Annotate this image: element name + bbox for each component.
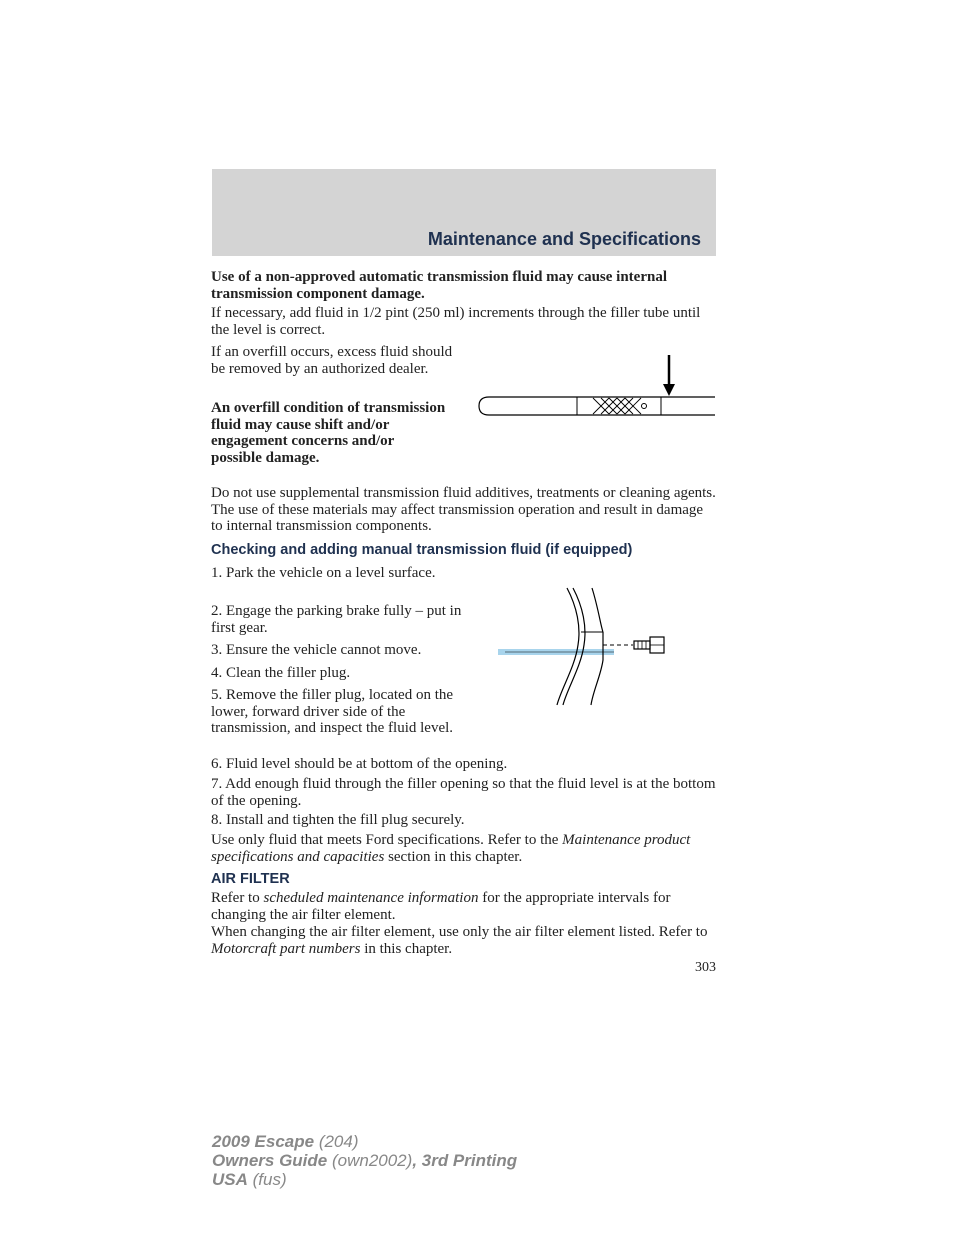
air-filter-paragraph-2 [211, 924, 716, 957]
air-filter-heading: AIR FILTER [211, 871, 290, 887]
footer-printing: , 3rd Printing [412, 1151, 518, 1170]
air-filter-reference: scheduled maintenance information [263, 890, 479, 906]
spec-paragraph [211, 832, 716, 865]
footer-model: 2009 Escape [212, 1132, 315, 1151]
dipstick-illustration [475, 352, 720, 424]
overfill-paragraph: If an overfill occurs, excess fluid should be removed by an authorized dealer. [211, 344, 453, 377]
air-filter-paragraph-1 [211, 890, 716, 923]
header-band [212, 169, 716, 256]
document-footer [212, 1132, 517, 1189]
step-2: 2. Engage the parking brake fully – put in first gear. [211, 603, 462, 636]
step-1: 1. Park the vehicle on a level surface. [211, 565, 436, 581]
step-5: 5. Remove the filler plug, located on the lower, forward driver side of the transmission, and inspect the fluid level. [211, 687, 454, 736]
additives-paragraph: Do not use supplemental transmission fluid additives, treatments or cleaning agents. The use of these materials may affect transmission operation and result in damage to internal transmission components. [211, 485, 716, 534]
footer-guide: Owners Guide [212, 1151, 328, 1170]
warning-overfill: An overfill condition of transmission fluid may cause shift and/or engagement concerns and/or possible damage. [211, 400, 446, 466]
step-3: 3. Ensure the vehicle cannot move. [211, 642, 422, 658]
footer-region-code: (fus) [247, 1170, 287, 1189]
air-filter-text: Refer to [211, 890, 264, 906]
air-filter-text-end: for the appropriate intervals for changing the air filter element. [211, 890, 671, 923]
spec-text-end: section in this chapter. [384, 848, 523, 865]
step-4: 4. Clean the filler plug. [211, 665, 351, 681]
filler-plug-illustration [495, 585, 670, 710]
footer-model-code: (204) [314, 1132, 359, 1151]
air-filter-reference-2: Motorcraft part numbers [211, 940, 361, 957]
page-title: Maintenance and Specifications [427, 229, 701, 249]
page-number: 303 [695, 960, 716, 975]
warning-nonapproved-fluid: Use of a non-approved automatic transmission fluid may cause internal transmission component damage. [211, 269, 667, 302]
footer-region: USA [212, 1170, 248, 1189]
spec-text: Use only fluid that meets Ford specifications. Refer to the [211, 832, 563, 848]
footer-guide-code: (own2002) [327, 1151, 413, 1170]
step-8: 8. Install and tighten the fill plug securely. [211, 812, 465, 828]
air-filter-text-2-end: in this chapter. [360, 940, 453, 957]
footer-line-2 [212, 1151, 517, 1170]
footer-line-1 [212, 1132, 517, 1151]
manual-transmission-heading: Checking and adding manual transmission fluid (if equipped) [211, 542, 633, 558]
spec-reference: Maintenance product specifications and capacities [211, 832, 691, 865]
footer-line-3 [212, 1170, 517, 1189]
air-filter-text-2: When changing the air filter element, use only the air filter element listed. Refer to [211, 924, 708, 940]
add-fluid-paragraph: If necessary, add fluid in 1/2 pint (250 ml) increments through the filler tube until the level is correct. [211, 305, 701, 338]
step-6: 6. Fluid level should be at bottom of the opening. [211, 756, 508, 772]
step-7: 7. Add enough fluid through the filler opening so that the fluid level is at the bottom of the opening. [211, 776, 716, 809]
